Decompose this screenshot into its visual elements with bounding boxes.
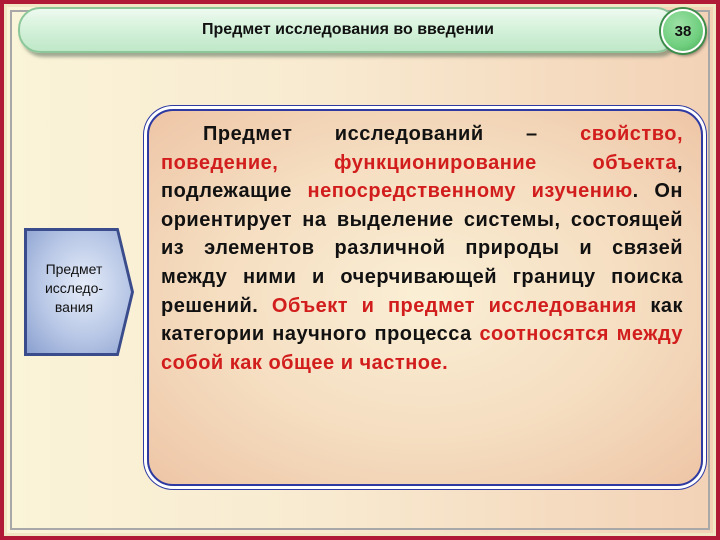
text-segment: Предмет исследований – xyxy=(203,123,581,145)
slide-number: 38 xyxy=(674,23,692,40)
text-segment: . Он ориентирует на выделение системы, состоящей из элементов различной природы и связей между ними и очерчивающей границу поиска решений. xyxy=(161,180,683,317)
highlighted-segment: соотносятся между собой как общее и частное. xyxy=(161,323,683,374)
slide-number-badge xyxy=(661,9,705,53)
side-label-line-3: вания xyxy=(54,299,94,315)
highlighted-segment: свойство, поведение, функционирование объекта xyxy=(161,123,683,174)
definition-text xyxy=(161,120,683,377)
highlighted-segment: Объект и предмет исследования xyxy=(271,294,637,317)
side-label xyxy=(29,260,119,317)
side-label-line-2: исследо- xyxy=(44,280,104,296)
text-segment: как категории научного процесса xyxy=(161,294,684,346)
slide-title: Предмет исследования во введении xyxy=(202,21,494,38)
side-label-line-1: Предмет xyxy=(45,261,103,277)
text-segment: , подлежащие xyxy=(161,151,683,203)
title-bar xyxy=(18,7,678,53)
highlighted-segment: непосредственному изучению xyxy=(307,180,633,203)
